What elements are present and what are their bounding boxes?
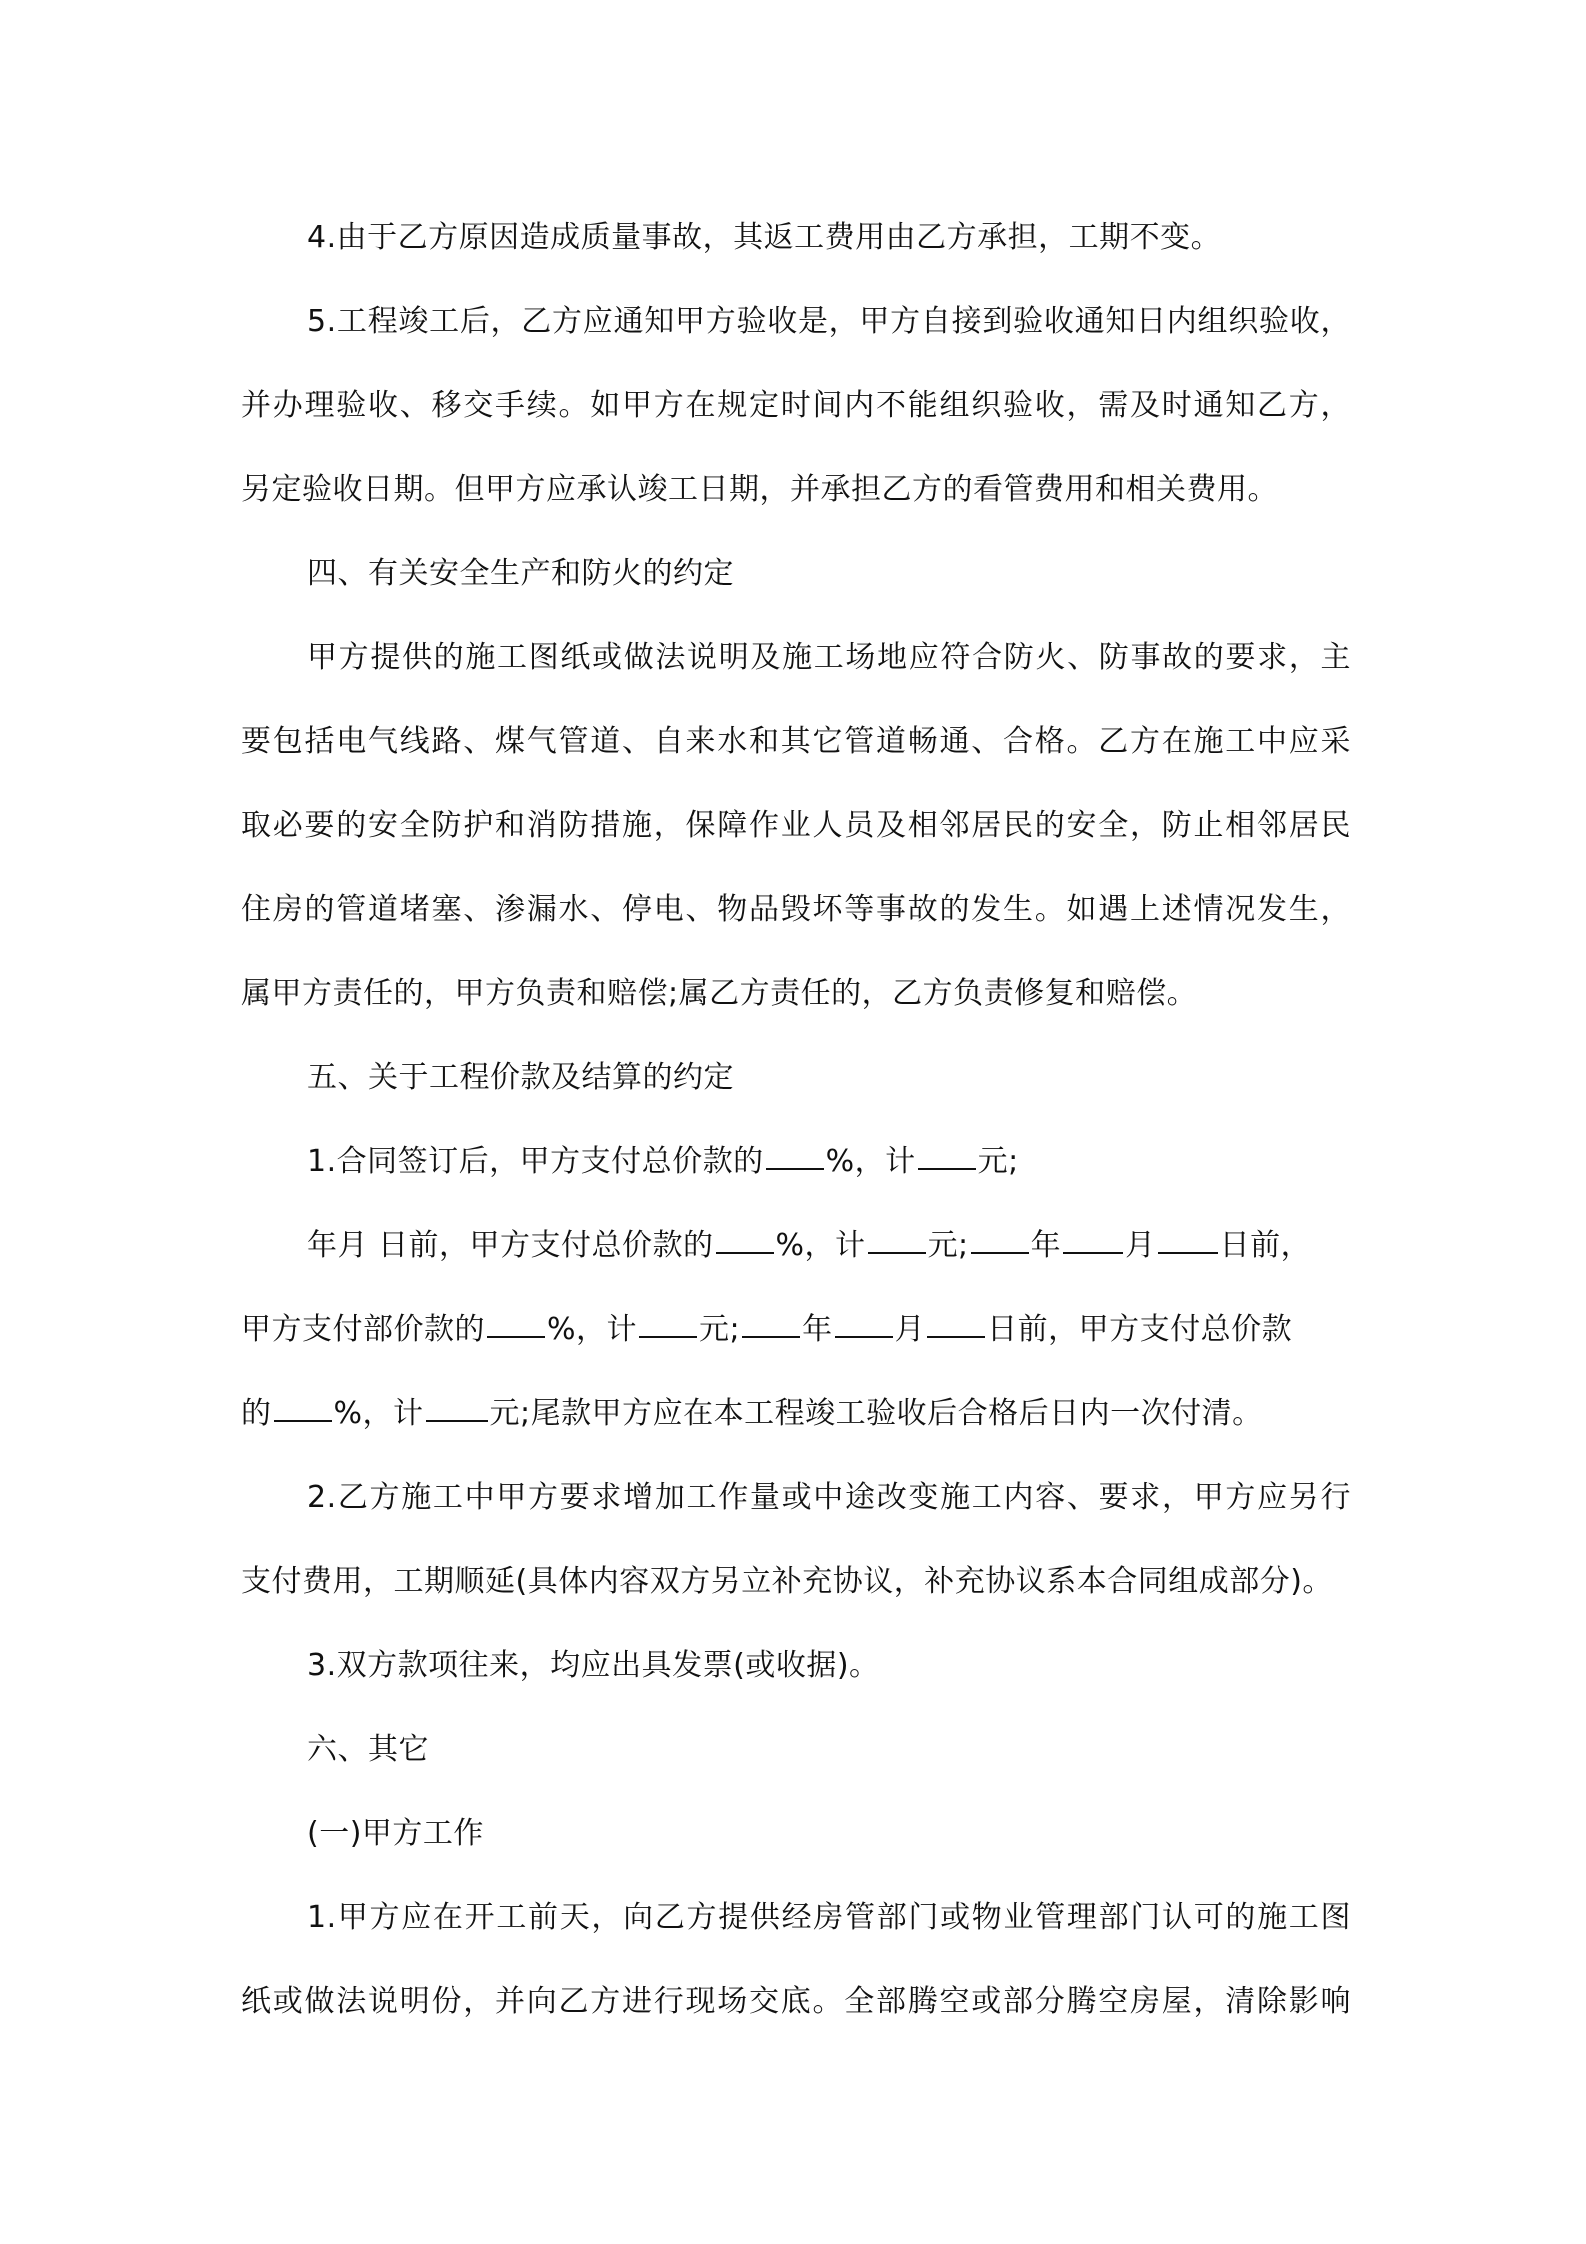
clause-4-line-1: 4.由于乙方原因造成质量事故，其返工费用由乙方承担，工期不变。 [307, 220, 1222, 255]
clause-2-line-2: 支付费用，工期顺延(具体内容双方另立补充协议，补充协议系本合同组成部分)。 [241, 1564, 1333, 1599]
payment-line-3-text-a: 甲方支付部价款的 [241, 1312, 485, 1347]
payment-line-4 [241, 1372, 1351, 1456]
payment-line-1 [241, 1120, 1351, 1204]
subsection-party-a-heading: (一)甲方工作 [307, 1816, 484, 1851]
section-5-heading: 五、关于工程价款及结算的约定 [307, 1060, 734, 1095]
blank-field [835, 1335, 893, 1338]
blank-field [487, 1335, 545, 1338]
payment-line-1-text-c: 元; [977, 1144, 1019, 1179]
clause-5-line-1: 5.工程竣工后，乙方应通知甲方验收是，甲方自接到验收通知日内组织验收， [307, 304, 1351, 339]
payment-line-2-text-e: 月 [1125, 1228, 1156, 1263]
blank-field [918, 1167, 976, 1170]
payment-line-3-text-d: 年 [802, 1312, 833, 1347]
section-4-body-line-4: 住房的管道堵塞、渗漏水、停电、物品毁坏等事故的发生。如遇上述情况发生， [241, 892, 1351, 927]
payment-line-2-text-f: 日前， [1219, 1228, 1312, 1263]
blank-field [639, 1335, 697, 1338]
payment-line-4-text-a: 的 [241, 1396, 272, 1431]
payment-line-1-text-a: 1.合同签订后，甲方支付总价款的 [307, 1144, 764, 1179]
clause-3-line-1: 3.双方款项往来，均应出具发票(或收据)。 [307, 1648, 880, 1683]
payment-line-2-text-c: 元; [927, 1228, 969, 1263]
blank-field [868, 1251, 926, 1254]
section-4-body-line-1: 甲方提供的施工图纸或做法说明及施工场地应符合防火、防事故的要求，主 [307, 640, 1351, 675]
payment-line-3 [241, 1288, 1351, 1372]
payment-line-2-text-b: %，计 [775, 1228, 866, 1263]
payment-line-3-text-e: 月 [894, 1312, 926, 1347]
section-6-heading: 六、其它 [307, 1732, 429, 1767]
blank-field [927, 1335, 985, 1338]
document-body [241, 196, 1351, 2044]
section-4-heading: 四、有关安全生产和防火的约定 [307, 556, 734, 591]
clause-5-line-3: 另定验收日期。但甲方应承认竣工日期，并承担乙方的看管费用和相关费用。 [241, 472, 1278, 507]
payment-line-3-text-f: 日前，甲方支付总价款 [987, 1312, 1293, 1347]
party-a-clause-1-line-2: 纸或做法说明份，并向乙方进行现场交底。全部腾空或部分腾空房屋，清除影响 [241, 1984, 1351, 2019]
payment-line-3-text-b: %，计 [547, 1312, 638, 1347]
blank-field [766, 1167, 824, 1170]
payment-line-4-text-c: 元;尾款甲方应在本工程竣工验收后合格后日内一次付清。 [489, 1396, 1263, 1431]
blank-field [274, 1419, 332, 1422]
blank-field [1063, 1251, 1123, 1254]
party-a-clause-1-line-1: 1.甲方应在开工前天，向乙方提供经房管部门或物业管理部门认可的施工图 [307, 1900, 1351, 1935]
section-4-body-line-5: 属甲方责任的，甲方负责和赔偿;属乙方责任的，乙方负责修复和赔偿。 [241, 976, 1198, 1011]
blank-field [971, 1251, 1029, 1254]
blank-field [1158, 1251, 1218, 1254]
payment-line-1-text-b: %，计 [825, 1144, 916, 1179]
clause-5-line-2: 并办理验收、移交手续。如甲方在规定时间内不能组织验收，需及时通知乙方， [241, 388, 1351, 423]
blank-field [426, 1419, 488, 1422]
payment-line-3-text-c: 元; [699, 1312, 741, 1347]
section-4-body-line-3: 取必要的安全防护和消防措施，保障作业人员及相邻居民的安全，防止相邻居民 [241, 808, 1351, 843]
payment-line-4-text-b: %，计 [333, 1396, 424, 1431]
blank-field [742, 1335, 800, 1338]
payment-line-2 [241, 1204, 1351, 1288]
clause-2-line-1: 2.乙方施工中甲方要求增加工作量或中途改变施工内容、要求，甲方应另行 [307, 1480, 1351, 1515]
section-4-body-line-2: 要包括电气线路、煤气管道、自来水和其它管道畅通、合格。乙方在施工中应采 [241, 724, 1351, 759]
payment-line-2-text-d: 年 [1030, 1228, 1062, 1263]
payment-line-2-text-a: 年月 日前，甲方支付总价款的 [307, 1228, 714, 1263]
blank-field [716, 1251, 774, 1254]
